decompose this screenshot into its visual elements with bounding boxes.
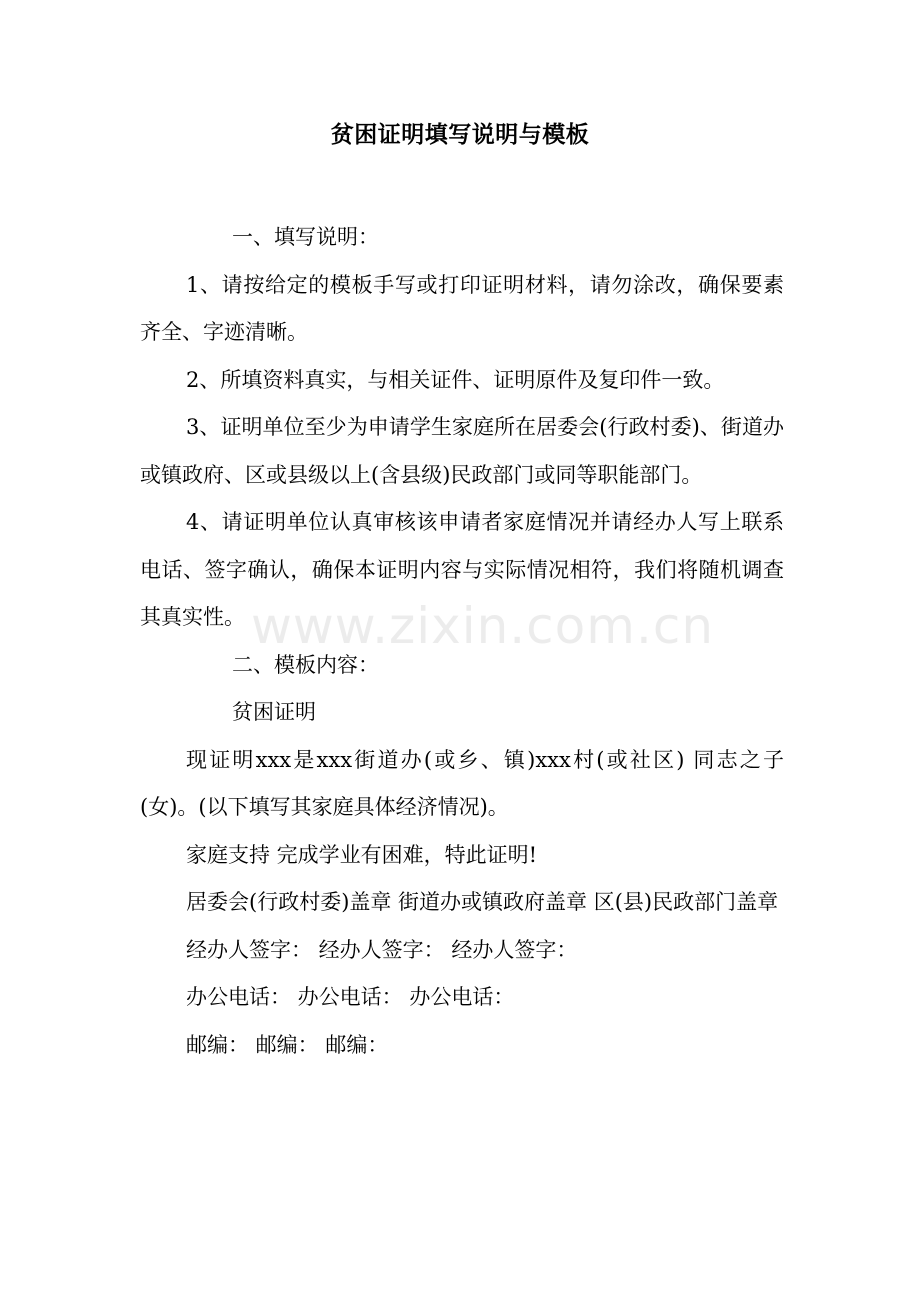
template-seal-line: 居委会(行政村委)盖章 街道办或镇政府盖章 区(县)民政部门盖章 [186,890,779,914]
template-phone-line: 办公电话： 办公电话： 办公电话： [186,985,515,1009]
template-difficulty-line: 家庭支持 完成学业有困难，特此证明! [186,842,538,867]
watermark: www.zixin.com.cn [251,597,715,655]
section1-heading: 一、填写说明： [232,225,379,249]
section2-heading: 二、模板内容： [232,652,379,677]
instruction-item-3: 3、证明单位至少为申请学生家庭所在居委会(行政村委)、街道办或镇政府、区或县级以上(含县级)民政部门或同等职能部门。 [140,415,784,487]
instruction-item-2: 2、所填资料真实，与相关证件、证明原件及复印件一致。 [186,367,725,392]
document-title: 贫困证明填写说明与模板 [330,121,590,148]
template-postcode-line: 邮编： 邮编： 邮编： [186,1032,389,1057]
instruction-item-1: 1、请按给定的模板手写或打印证明材料，请勿涂改，确保要素齐全、字迹清晰。 [140,272,784,344]
template-certify-line: 现证明xxx是xxx街道办(或乡、镇)xxx村(或社区) 同志之子(女)。(以下填写其家庭具体经济情况)。 [140,747,784,819]
instruction-item-4: 4、请证明单位认真审核该申请者家庭情况并请经办人写上联系电话、签字确认，确保本证明内容与实际情况相符，我们将随机调查其真实性。 [140,510,784,629]
template-title: 贫困证明 [232,700,316,724]
template-signature-line: 经办人签字： 经办人签字： 经办人签字： [186,937,578,962]
document-body [140,214,784,1069]
